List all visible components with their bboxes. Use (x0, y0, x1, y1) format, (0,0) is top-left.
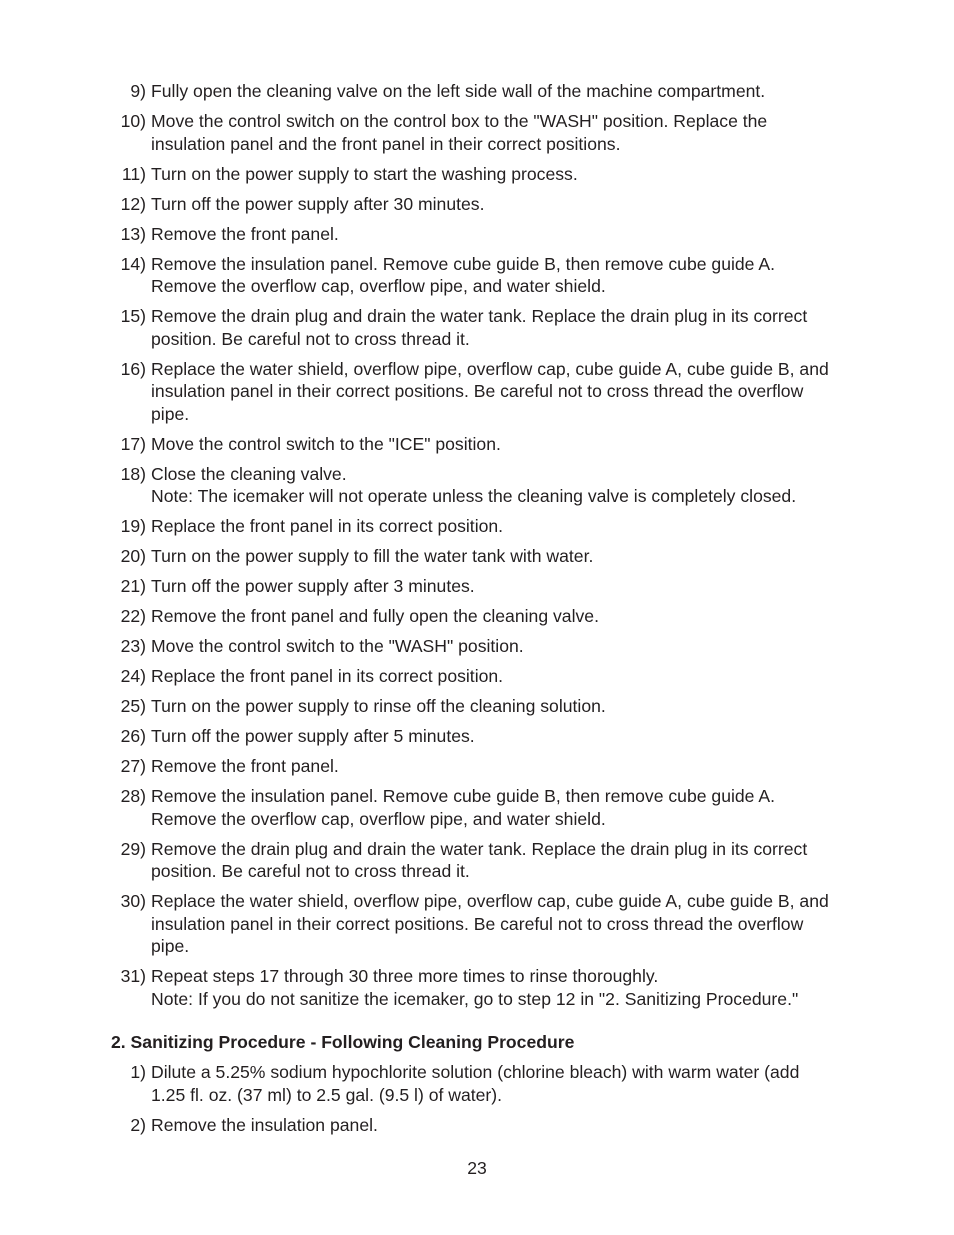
step-text (146, 433, 871, 456)
step-text-line: insulation panel in their correct positions. Be careful not to cross thread the overflow (151, 381, 804, 401)
step-text-line: Move the control switch to the "ICE" position. (151, 433, 501, 454)
step-number: 26) (120, 726, 146, 746)
step-number: 30) (120, 891, 146, 911)
step-text-line: Replace the front panel in its correct position. (151, 516, 504, 536)
step-item (111, 305, 871, 350)
sanitizing-steps-list (111, 1061, 871, 1144)
step-text (146, 755, 871, 778)
step-item (111, 463, 871, 508)
step-text-line: Turn on the power supply to fill the water tank with water. (151, 546, 594, 566)
step-number: 2) (130, 1114, 146, 1135)
step-text-line: pipe. (151, 936, 190, 956)
step-text-line: Remove the front panel. (151, 756, 339, 776)
step-item (111, 163, 871, 186)
step-text-line: Remove the front panel and fully open the cleaning valve. (151, 606, 599, 626)
step-text (146, 193, 871, 216)
cleaning-steps-list (111, 80, 871, 1018)
step-text (146, 575, 871, 598)
step-text (146, 695, 871, 718)
step-item (111, 890, 871, 958)
step-item (111, 605, 871, 628)
step-text (146, 163, 871, 186)
step-text-line: Note: If you do not sanitize the icemaker, go to step 12 in "2. Sanitizing Procedure." (151, 988, 799, 1009)
step-text (146, 358, 871, 426)
step-item (111, 575, 871, 598)
step-text (146, 110, 871, 155)
step-text (146, 665, 871, 688)
step-item (111, 253, 871, 298)
step-item (111, 695, 871, 718)
step-text-line: Replace the front panel in its correct position. (151, 666, 504, 686)
step-text-line: Close the cleaning valve. (151, 463, 347, 484)
step-text (146, 635, 871, 658)
step-text (146, 515, 871, 538)
step-text-line: Move the control switch to the "WASH" position. (151, 636, 524, 656)
page-number: 23 (467, 1158, 487, 1178)
step-number: 18) (120, 463, 146, 484)
step-item (111, 838, 871, 883)
step-number: 23) (120, 636, 146, 656)
step-text-line: pipe. (151, 403, 190, 424)
step-item (111, 755, 871, 778)
step-text (146, 785, 871, 830)
step-text-line: Move the control switch on the control box to the "WASH" position. Replace the (151, 111, 768, 131)
step-text-line: Remove the insulation panel. (151, 1114, 378, 1135)
step-text-line: position. Be careful not to cross thread it. (151, 861, 470, 881)
step-number: 1) (130, 1062, 146, 1082)
step-text (146, 305, 871, 350)
step-text-line: Turn off the power supply after 3 minutes. (151, 576, 475, 596)
step-number: 10) (120, 111, 146, 131)
step-text-line: Dilute a 5.25% sodium hypochlorite solution (chlorine bleach) with warm water (add (151, 1062, 800, 1082)
step-text-line: 1.25 fl. oz. (37 ml) to 2.5 gal. (9.5 l) of water). (151, 1084, 503, 1105)
step-text-line: Fully open the cleaning valve on the left side wall of the machine compartment. (151, 81, 766, 101)
step-text-line: position. Be careful not to cross thread it. (151, 328, 470, 349)
step-number: 12) (120, 193, 146, 214)
step-number: 22) (120, 606, 146, 626)
step-number: 27) (120, 756, 146, 776)
step-number: 16) (120, 358, 146, 379)
step-number: 25) (120, 696, 146, 716)
step-text-line: Repeat steps 17 through 30 three more times to rinse thoroughly. (151, 966, 659, 986)
step-text (146, 965, 871, 1010)
step-item (111, 515, 871, 538)
step-item (111, 1061, 871, 1106)
step-number: 17) (120, 433, 146, 454)
step-item (111, 725, 871, 748)
step-text-line: Replace the water shield, overflow pipe, overflow cap, cube guide A, cube guide B, and (151, 891, 829, 911)
step-number: 9) (130, 81, 146, 101)
step-item (111, 80, 871, 103)
step-text-line: Turn off the power supply after 30 minutes. (151, 193, 485, 214)
step-number: 19) (120, 516, 146, 536)
step-number: 24) (120, 666, 146, 686)
step-text (146, 463, 871, 508)
step-text-line: insulation panel and the front panel in their correct positions. (151, 133, 621, 154)
step-item (111, 635, 871, 658)
step-item (111, 545, 871, 568)
step-number: 14) (120, 253, 146, 274)
step-text (146, 545, 871, 568)
step-item (111, 785, 871, 830)
step-text (146, 838, 871, 883)
step-text (146, 1114, 871, 1137)
step-text (146, 605, 871, 628)
step-item (111, 358, 871, 426)
step-number: 15) (120, 306, 146, 326)
step-text-line: Turn off the power supply after 5 minutes. (151, 726, 475, 746)
step-item (111, 433, 871, 456)
step-text-line: Remove the insulation panel. Remove cube guide B, then remove cube guide A. (151, 253, 775, 274)
step-text (146, 725, 871, 748)
step-text-line: Note: The icemaker will not operate unless the cleaning valve is completely closed. (151, 486, 797, 506)
step-text-line: insulation panel in their correct positions. Be careful not to cross thread the overflow (151, 913, 804, 934)
step-number: 13) (120, 223, 146, 244)
step-text (146, 1061, 871, 1106)
step-item (111, 665, 871, 688)
step-number: 29) (120, 838, 146, 859)
step-item (111, 110, 871, 155)
step-text-line: Remove the front panel. (151, 223, 339, 244)
step-text-line: Turn on the power supply to rinse off the cleaning solution. (151, 696, 606, 716)
step-text-line: Remove the overflow cap, overflow pipe, and water shield. (151, 808, 606, 829)
step-text-line: Remove the overflow cap, overflow pipe, and water shield. (151, 276, 606, 296)
step-text (146, 80, 871, 103)
step-number: 31) (120, 966, 146, 986)
step-item (111, 223, 871, 246)
step-number: 21) (120, 576, 146, 596)
step-text-line: Remove the drain plug and drain the water tank. Replace the drain plug in its correct (151, 838, 808, 859)
step-number: 28) (120, 786, 146, 806)
step-text-line: Remove the drain plug and drain the water tank. Replace the drain plug in its correct (151, 306, 808, 326)
step-text (146, 253, 871, 298)
step-text-line: Turn on the power supply to start the washing process. (151, 163, 578, 184)
step-item (111, 193, 871, 216)
step-number: 20) (120, 546, 146, 566)
step-text-line: Replace the water shield, overflow pipe, overflow cap, cube guide A, cube guide B, and (151, 358, 829, 379)
step-text-line: Remove the insulation panel. Remove cube guide B, then remove cube guide A. (151, 786, 775, 806)
step-number: 11) (121, 163, 146, 184)
step-item (111, 1114, 871, 1137)
step-text (146, 223, 871, 246)
step-text (146, 890, 871, 958)
section-heading: 2. Sanitizing Procedure - Following Cleaning Procedure (111, 1032, 575, 1052)
step-item (111, 965, 871, 1010)
